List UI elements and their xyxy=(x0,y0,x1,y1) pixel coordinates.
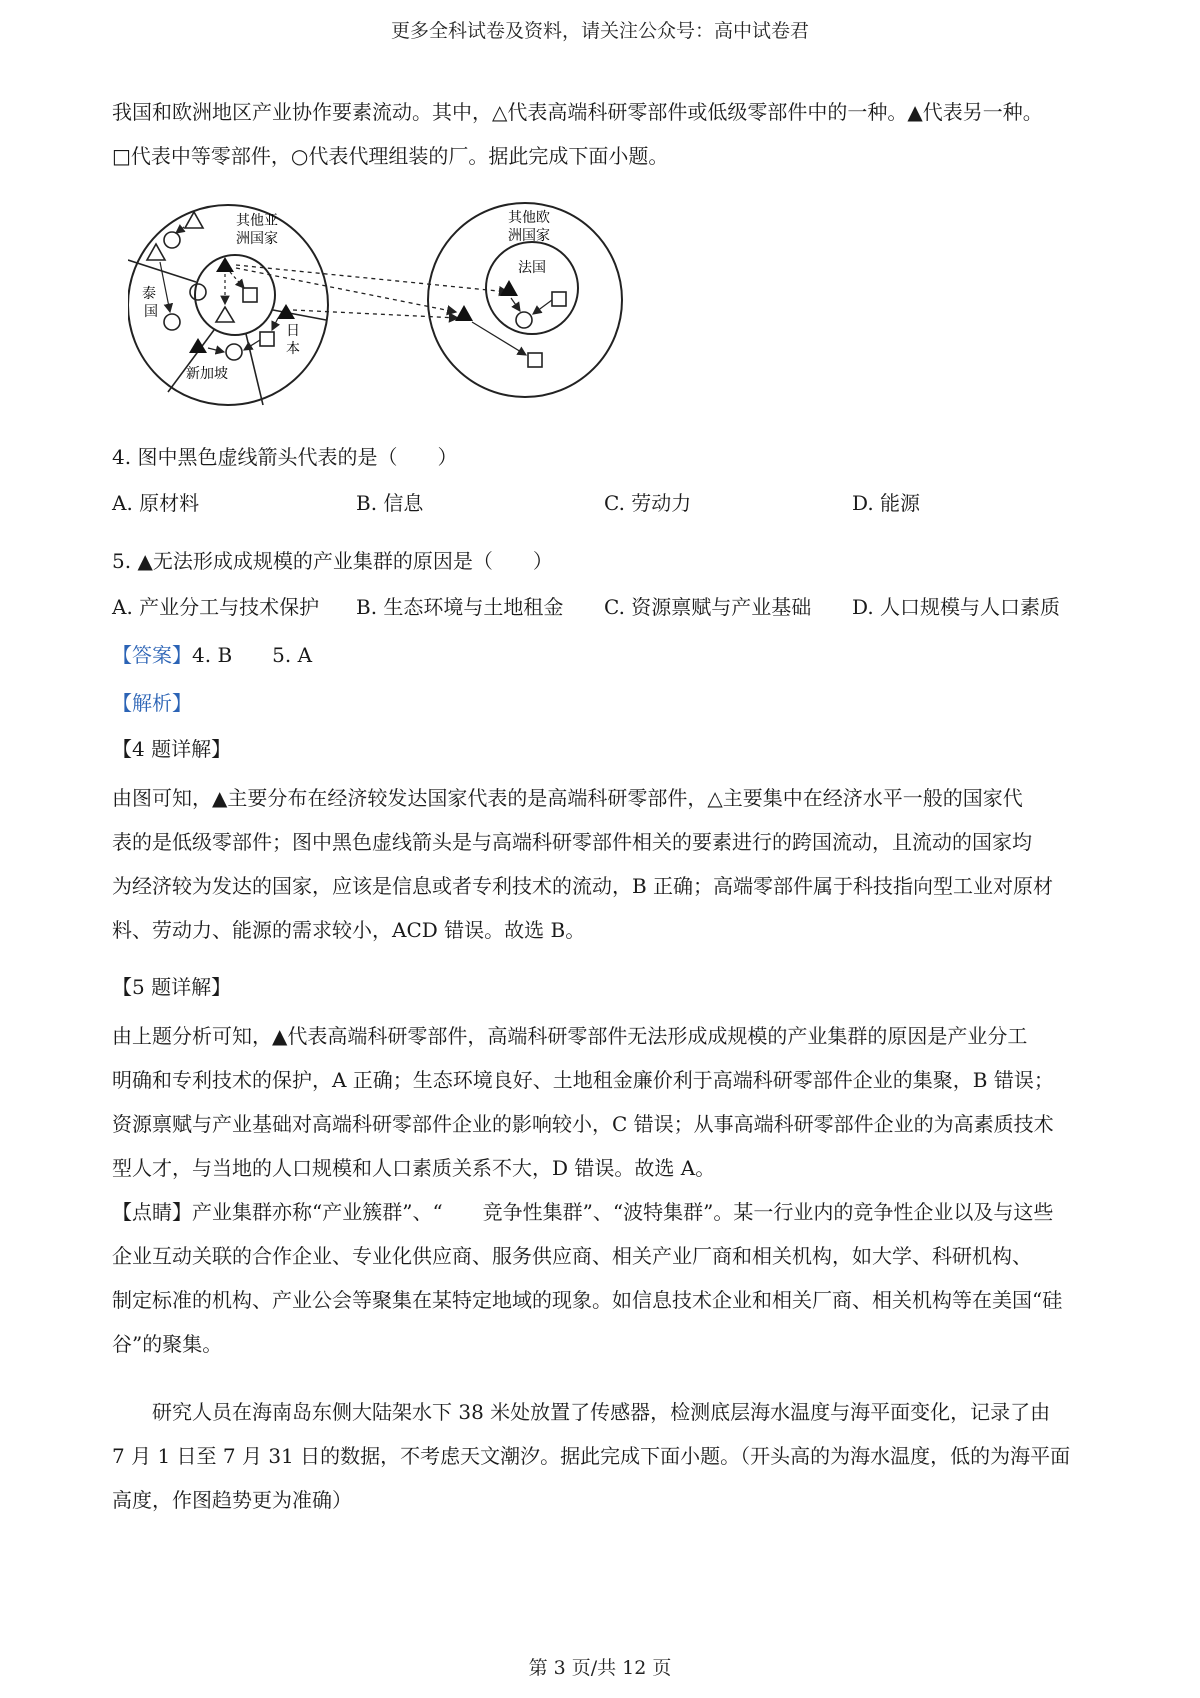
q4-detail-body xyxy=(112,776,1097,952)
answer-text: 4. B 5. A xyxy=(192,643,313,667)
europe-label: 其他欧 xyxy=(508,210,550,226)
thailand-label: 国 xyxy=(144,304,158,320)
france-label: 法国 xyxy=(518,260,546,276)
q5-option-d: D. 人口规模与人口素质 xyxy=(852,595,1061,619)
q4-option-c: C. 劳动力 xyxy=(604,491,692,515)
component-square-icon xyxy=(243,288,257,302)
analysis-line xyxy=(112,688,1097,718)
china-circle xyxy=(195,255,275,335)
asia-label: 其他亚 xyxy=(236,213,278,229)
component-square-icon xyxy=(552,292,566,306)
next-intro-line: 研究人员在海南岛东侧大陆架水下 38 米处放置了传感器，检测底层海水温度与海平面变化，记录了由 xyxy=(112,1400,1051,1424)
q4-option-d: D. 能源 xyxy=(852,491,921,515)
q4-detail-line: 表的是低级零部件；图中黑色虚线箭头是与高端科研零部件相关的要素进行的跨国流动，且流动的国家均 xyxy=(112,830,1032,854)
q5-detail-title: 【5 题详解】 xyxy=(112,975,232,999)
factory-circle-icon xyxy=(164,314,180,330)
q4-option-a: A. 原材料 xyxy=(112,491,200,515)
page-footer: 第 3 页/共 12 页 xyxy=(528,1657,672,1679)
q5-option-c: C. 资源禀赋与产业基础 xyxy=(604,595,812,619)
point-tag: 【点睛】 xyxy=(112,1200,192,1224)
q5-option-a: A. 产业分工与技术保护 xyxy=(112,595,320,619)
q4-detail-line: 为经济较为发达的国家，应该是信息或者专利技术的流动，B 正确；高端零部件属于科技指向型工业对原材 xyxy=(112,874,1054,898)
page-header: 更多全科试卷及资料，请关注公众号：高中试卷君 xyxy=(390,20,809,42)
asia-label: 洲国家 xyxy=(236,231,278,247)
factory-circle-icon xyxy=(226,344,242,360)
point-line: 制定标准的机构、产业公会等聚集在某特定地域的现象。如信息技术企业和相关厂商、相关机构等在美国“硅 xyxy=(112,1288,1063,1312)
factory-circle-icon xyxy=(190,284,206,300)
japan-label: 日 xyxy=(286,323,300,339)
point-paragraph xyxy=(112,1190,1097,1366)
point-line: 谷”的聚集。 xyxy=(112,1332,223,1356)
q4-option-b: B. 信息 xyxy=(356,491,424,515)
q5-detail-body xyxy=(112,1014,1097,1190)
answer-tag: 【答案】 xyxy=(112,643,192,667)
answer-line xyxy=(112,640,1097,670)
analysis-tag: 【解析】 xyxy=(112,691,192,715)
singapore-label: 新加坡 xyxy=(186,366,228,382)
flow-arrow xyxy=(236,268,456,312)
intro-line: 我国和欧洲地区产业协作要素流动。其中，△代表高端科研零部件或低级零部件中的一种。▲代表另一种。 xyxy=(112,100,1043,124)
flow-arrow xyxy=(293,310,458,318)
solid-triangle-icon xyxy=(189,338,207,353)
europe-label: 洲国家 xyxy=(508,228,550,244)
q4-detail-line: 由图可知，▲主要分布在经济较发达国家代表的是高端科研零部件，△主要集中在经济水平一般的国家代 xyxy=(112,786,1023,810)
q5-detail-line: 由上题分析可知，▲代表高端科研零部件，高端科研零部件无法形成成规模的产业集群的原因是产业分工 xyxy=(112,1024,1028,1048)
point-line: 企业互动关联的合作企业、专业化供应商、服务供应商、相关产业厂商和相关机构，如大学、科研机构、 xyxy=(112,1244,1032,1268)
point-line xyxy=(112,1190,1097,1234)
next-intro-line: 高度，作图趋势更为准确） xyxy=(112,1488,352,1512)
hollow-triangle-icon xyxy=(147,244,165,260)
component-square-icon xyxy=(260,332,274,346)
factory-circle-icon xyxy=(164,232,180,248)
intro-line: □代表中等零部件，○代表代理组装的厂。据此完成下面小题。 xyxy=(112,144,669,168)
flow-arrow xyxy=(236,265,508,292)
q5-option-b: B. 生态环境与土地租金 xyxy=(356,595,564,619)
japan-label: 本 xyxy=(286,341,300,357)
q5-stem: 5. ▲无法形成成规模的产业集群的原因是（ ） xyxy=(112,549,553,573)
solid-triangle-icon xyxy=(455,305,473,321)
asia-outer-circle xyxy=(128,205,328,405)
solid-triangle-icon xyxy=(500,280,518,296)
thailand-label: 泰 xyxy=(142,286,156,302)
hollow-triangle-icon xyxy=(216,307,234,322)
component-square-icon xyxy=(528,353,542,367)
next-intro-paragraph xyxy=(112,1390,1097,1522)
q5-detail-line: 型人才，与当地的人口规模和人口素质关系不大，D 错误。故选 A。 xyxy=(112,1156,716,1180)
q4-detail-title: 【4 题详解】 xyxy=(112,737,232,761)
q5-detail-line: 明确和专利技术的保护，A 正确；生态环境良好、土地租金廉价利于高端科研零部件企业的集聚，B 错误； xyxy=(112,1068,1054,1092)
factory-circle-icon xyxy=(516,312,532,328)
q4-stem: 4. 图中黑色虚线箭头代表的是（ ） xyxy=(112,445,458,469)
point-first-line: 产业集群亦称“产业簇群”、“ 竞争性集群”、“波特集群”。某一行业内的竞争性企业以及与这些 xyxy=(192,1200,1054,1224)
industry-flow-diagram xyxy=(128,200,648,410)
next-intro-line: 7 月 1 日至 7 月 31 日的数据，不考虑天文潮汐。据此完成下面小题。（开头高的为海水温度，低的为海平面 xyxy=(112,1444,1071,1468)
intro-paragraph xyxy=(112,90,1097,178)
q5-detail-line: 资源禀赋与产业基础对高端科研零部件企业的影响较小，C 错误；从事高端科研零部件企业的为高素质技术 xyxy=(112,1112,1054,1136)
q4-detail-line: 料、劳动力、能源的需求较小，ACD 错误。故选 B。 xyxy=(112,918,586,942)
